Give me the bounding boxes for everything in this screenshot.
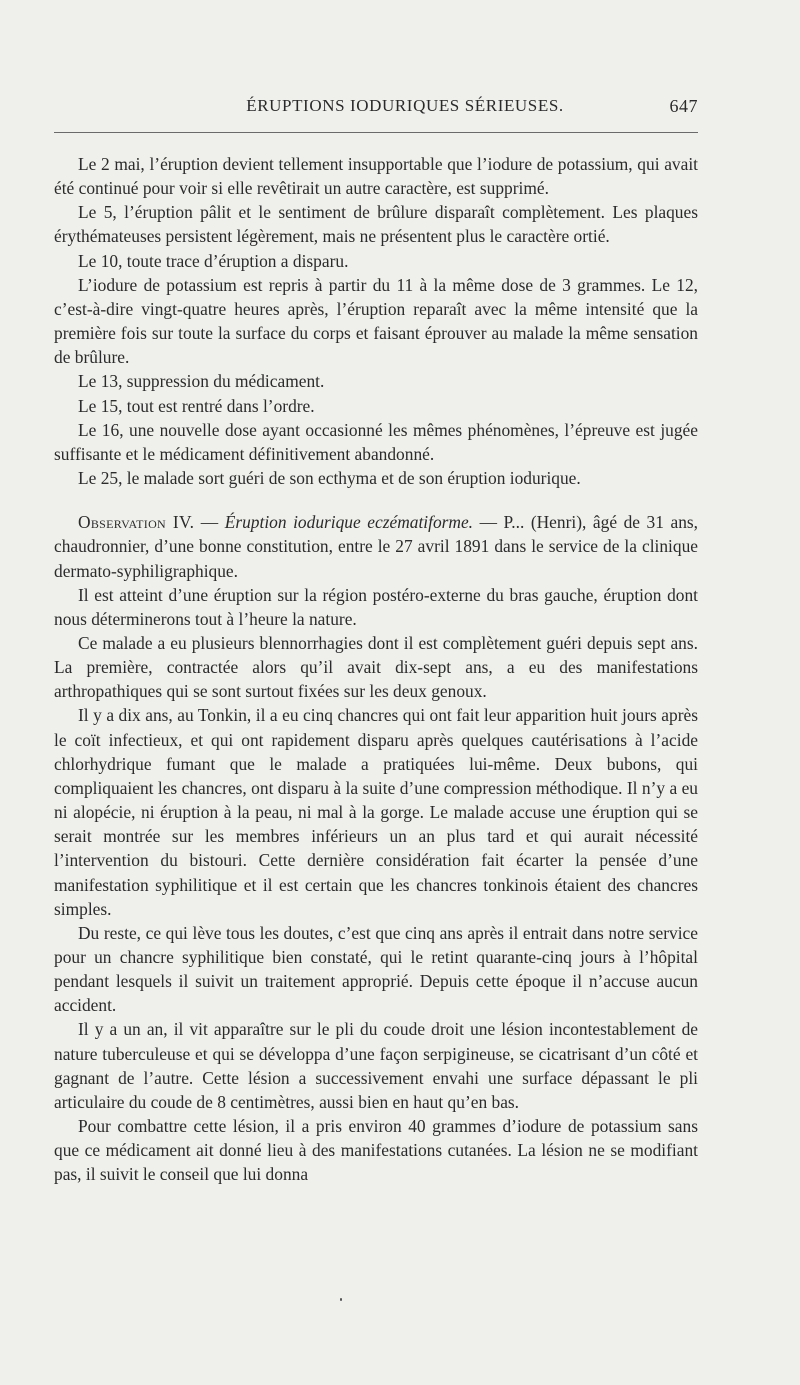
paragraph: Ce malade a eu plusieurs blennorrhagies dont il est complètement guéri depuis sept ans. La première, contractée alors qu’il avait dix-sept ans, a eu des manifestations arthropathiques qui se sont surtout fixées sur les deux genoux. xyxy=(54,632,698,702)
page-number: 647 xyxy=(669,96,698,116)
observation-label: Observation IV. xyxy=(78,512,195,533)
paragraph: L’iodure de potassium est repris à partir du 11 à la même dose de 3 grammes. Le 12, c’est-à-dire vingt-quatre heures après, l’éruption reparaît avec la même intensité que la première fois sur toute la surface du corps et faisant éprouver au malade la même sensation de brûlure. xyxy=(54,274,698,368)
observation-intro: — P... (Henri), âgé de 31 ans, chaudronnier, d’une bonne constitution, entre le 27 avril 1891 dans le service de la clinique dermato-syphiligraphique. xyxy=(54,512,699,581)
header-rule xyxy=(54,132,698,133)
paragraph: Pour combattre cette lésion, il a pris environ 40 grammes d’iodure de potassium sans que ce médicament ait donné lieu à des manifestations cutanées. La lésion ne se modifiant pas, il suivit le conseil que lui donna xyxy=(54,1116,698,1185)
paragraph: Du reste, ce qui lève tous les doutes, c’est que cinq ans après il entrait dans notre service pour un chancre syphilitique bien constaté, qui le retint quarante-cinq jours à l’hôpital pendant lesquels il suivit un traitement approprié. Depuis cette époque il n’accuse aucun accident. xyxy=(54,922,698,1016)
paragraph: Il est atteint d’une éruption sur la région postéro-externe du bras gauche, éruption dont nous déterminerons tout à l’heure la nature. xyxy=(54,584,698,629)
paragraph: Le 13, suppression du médicament. xyxy=(78,371,325,392)
paragraph: Le 25, le malade sort guéri de son ecthyma et de son éruption iodurique. xyxy=(78,468,581,489)
paragraph: Le 10, toute trace d’éruption a disparu. xyxy=(78,250,349,271)
running-head xyxy=(54,96,698,126)
paragraph: Le 15, tout est rentré dans l’ordre. xyxy=(78,395,315,416)
body-text xyxy=(54,152,698,1187)
observation-title: Éruption iodurique eczématiforme. xyxy=(224,512,474,533)
paragraph: Le 16, une nouvelle dose ayant occasionné les mêmes phénomènes, l’épreuve est jugée suffisante et le médicament définitivement abandonné. xyxy=(54,419,698,464)
running-title: ÉRUPTIONS IODURIQUES SÉRIEUSES. xyxy=(246,96,564,115)
observation-dash: — xyxy=(194,512,225,533)
paragraph: Il y a un an, il vit apparaître sur le pli du coude droit une lésion incontestablement de nature tuberculeuse et qui se développa d’une façon serpigineuse, se cicatrisant d’un côté et gagnant de l’autre. Cette lésion a successivement envahi une surface dépassant le pli articulaire du coude de 8 centimètres, aussi bien en haut qu’en bas. xyxy=(54,1019,698,1112)
paragraph: Il y a dix ans, au Tonkin, il a eu cinq chancres qui ont fait leur apparition huit jours après le coït infectieux, et qui ont rapidement disparu après quelques cautérisations à l’acide chlorhydrique fumant que le malade a pratiquées lui-même. Deux bubons, qui compliquaient les chancres, ont disparu à la suite d’une compression méthodique. Il n’y a eu ni alopécie, ni éruption à la peau, ni mal à la gorge. Le malade accuse une éruption qui se serait montrée sur les membres inférieurs un an plus tard et qui aurait nécessité l’intervention du bistouri. Cette dernière considération fait écarter la pensée d’une manifestation syphilitique et il est certain que les chancres tonkinois étaient des chancres simples. xyxy=(54,705,698,919)
ink-speck xyxy=(340,1298,342,1301)
paragraph: Le 2 mai, l’éruption devient tellement insupportable que l’iodure de potassium, qui avait été continué pour voir si elle revêtirait un autre caractère, est supprimé. xyxy=(54,154,698,199)
paragraph: Le 5, l’éruption pâlit et le sentiment de brûlure disparaît complètement. Les plaques érythémateuses persistent légèrement, mais ne présentent plus le caractère ortié. xyxy=(54,202,698,247)
observation-heading-paragraph xyxy=(54,510,698,582)
